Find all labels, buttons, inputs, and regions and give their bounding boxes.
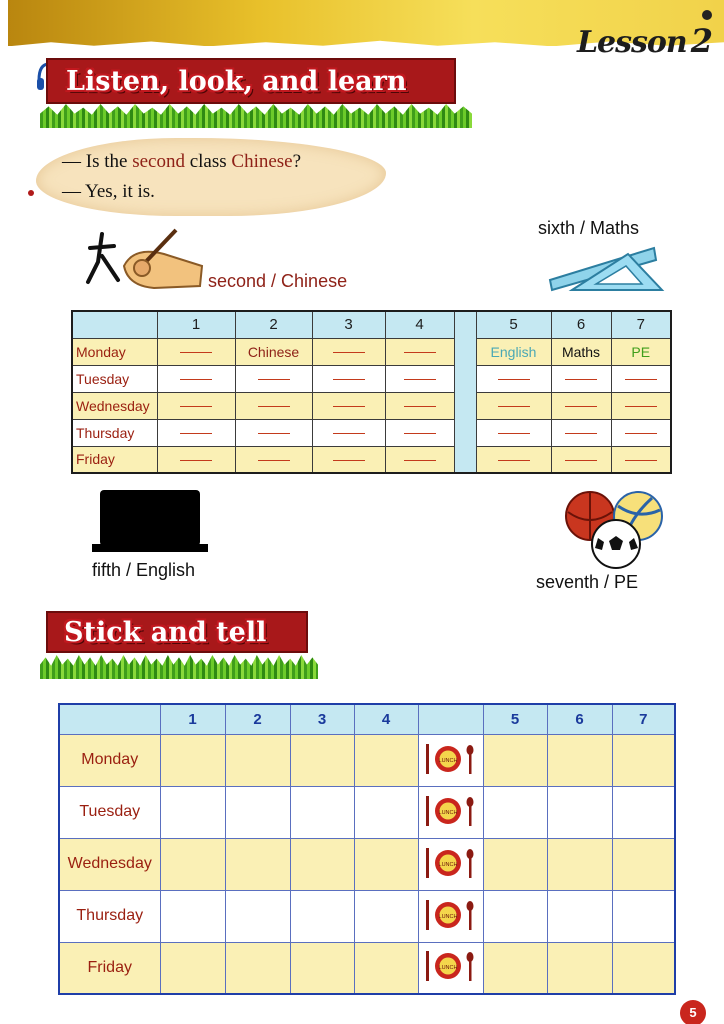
table-row xyxy=(72,419,671,446)
q-text: — Is the xyxy=(62,151,133,172)
lunch-label: LUNCH xyxy=(438,861,457,868)
day-label: Monday xyxy=(59,734,160,786)
header-period-5: 5 xyxy=(476,311,551,338)
day-label: Friday xyxy=(72,446,157,473)
lunch-plate-icon xyxy=(422,894,480,934)
table-row xyxy=(72,365,671,392)
sticker-cell xyxy=(225,942,290,994)
lesson-dot xyxy=(702,10,712,20)
timetable-blank xyxy=(58,703,676,995)
lesson-title xyxy=(577,22,712,60)
lunch-gap xyxy=(454,365,476,392)
header-lunch xyxy=(418,704,483,734)
lunch-gap xyxy=(454,392,476,419)
lunch-label: LUNCH xyxy=(438,757,457,764)
sticker-cell xyxy=(483,890,547,942)
section-title-listen: Listen, look, and learn xyxy=(46,58,456,104)
cell xyxy=(476,338,551,365)
day-label: Thursday xyxy=(59,890,160,942)
cell xyxy=(551,338,611,365)
day-label: Wednesday xyxy=(72,392,157,419)
table-row xyxy=(59,838,675,890)
day-label: Friday xyxy=(59,942,160,994)
q-text: ? xyxy=(292,151,302,172)
lunch-gap xyxy=(454,446,476,473)
q-highlight-second: second xyxy=(132,151,185,172)
header-period-7: 7 xyxy=(611,311,671,338)
sticker-cell xyxy=(612,838,675,890)
balls-icon xyxy=(562,488,666,570)
lunch-gap xyxy=(454,311,476,338)
header-period-1: 1 xyxy=(160,704,225,734)
table-row xyxy=(59,890,675,942)
day-label: Monday xyxy=(72,338,157,365)
subject-pe: PE xyxy=(631,343,651,360)
header-period-3: 3 xyxy=(290,704,354,734)
header-period-6: 6 xyxy=(547,704,612,734)
sticker-cell xyxy=(160,942,225,994)
sticker-cell xyxy=(547,786,612,838)
cell xyxy=(235,338,312,365)
lunch-cell xyxy=(418,942,483,994)
sticker-cell xyxy=(160,734,225,786)
header-period-1: 1 xyxy=(157,311,235,338)
lunch-cell xyxy=(418,890,483,942)
q-text: class xyxy=(184,151,232,172)
lunch-gap xyxy=(454,338,476,365)
blackboard-icon xyxy=(92,488,208,556)
sticker-cell xyxy=(354,734,418,786)
sticker-cell xyxy=(225,786,290,838)
q-highlight-chinese: Chinese xyxy=(231,151,293,172)
header-period-7: 7 xyxy=(612,704,675,734)
header-period-5: 5 xyxy=(483,704,547,734)
bubble-dot xyxy=(28,190,34,196)
sticker-cell xyxy=(160,838,225,890)
subject-chinese: Chinese xyxy=(247,343,300,360)
table-row xyxy=(59,942,675,994)
page-number: 5 xyxy=(680,1000,706,1024)
sticker-cell xyxy=(290,838,354,890)
sticker-cell xyxy=(354,942,418,994)
sticker-cell xyxy=(547,838,612,890)
caption-seventh: seventh / PE xyxy=(536,572,639,592)
day-label: Wednesday xyxy=(59,838,160,890)
sticker-cell xyxy=(483,942,547,994)
day-label: Tuesday xyxy=(72,365,157,392)
sticker-cell xyxy=(354,786,418,838)
caption-fifth: fifth / English xyxy=(92,560,196,580)
lesson-number: 2 xyxy=(690,22,712,60)
cell xyxy=(312,338,385,365)
sticker-cell xyxy=(290,890,354,942)
table-row xyxy=(59,786,675,838)
lunch-plate-icon xyxy=(422,738,480,778)
cell xyxy=(157,338,235,365)
sticker-cell xyxy=(483,786,547,838)
timetable-example xyxy=(71,310,672,474)
speech-bubble xyxy=(36,138,386,216)
header-blank xyxy=(72,311,157,338)
caption-second: second / Chinese xyxy=(208,271,348,291)
sticker-cell xyxy=(160,890,225,942)
table-row xyxy=(72,446,671,473)
lunch-label: LUNCH xyxy=(438,809,457,816)
caption-sixth: sixth / Maths xyxy=(538,218,640,238)
dialog-answer: — Yes, it is. xyxy=(62,181,155,202)
sticker-cell xyxy=(483,734,547,786)
lunch-label: LUNCH xyxy=(438,913,457,920)
lesson-word: Lesson xyxy=(576,25,687,60)
header-period-6: 6 xyxy=(551,311,611,338)
table-header-row xyxy=(72,311,671,338)
day-label: Thursday xyxy=(72,419,157,446)
sticker-cell xyxy=(160,786,225,838)
sticker-cell xyxy=(612,890,675,942)
header-blank xyxy=(59,704,160,734)
ruler-set-icon xyxy=(544,240,666,294)
dialog-question xyxy=(62,151,301,173)
sticker-cell xyxy=(547,942,612,994)
subject-english: English xyxy=(490,343,537,360)
header-period-3: 3 xyxy=(312,311,385,338)
lunch-gap xyxy=(454,419,476,446)
cell xyxy=(611,338,671,365)
lunch-cell xyxy=(418,786,483,838)
lunch-plate-icon xyxy=(422,842,480,882)
sticker-cell xyxy=(354,838,418,890)
sticker-cell xyxy=(225,890,290,942)
day-label: Tuesday xyxy=(59,786,160,838)
table-row xyxy=(59,734,675,786)
sticker-cell xyxy=(290,942,354,994)
cell xyxy=(385,338,454,365)
grass-decoration xyxy=(40,104,472,128)
header-period-4: 4 xyxy=(354,704,418,734)
lunch-plate-icon xyxy=(422,945,480,985)
lunch-cell xyxy=(418,734,483,786)
sticker-cell xyxy=(483,838,547,890)
sticker-cell xyxy=(547,734,612,786)
sticker-cell xyxy=(612,942,675,994)
sticker-cell xyxy=(612,786,675,838)
sticker-cell xyxy=(290,786,354,838)
sticker-cell xyxy=(225,734,290,786)
table-row xyxy=(72,392,671,419)
lunch-cell xyxy=(418,838,483,890)
sticker-cell xyxy=(547,890,612,942)
header-period-2: 2 xyxy=(225,704,290,734)
subject-maths: Maths xyxy=(561,343,601,360)
sticker-cell xyxy=(354,890,418,942)
grass-decoration xyxy=(40,655,318,679)
sticker-cell xyxy=(612,734,675,786)
sticker-cell xyxy=(290,734,354,786)
header-period-2: 2 xyxy=(235,311,312,338)
header-period-4: 4 xyxy=(385,311,454,338)
table-row xyxy=(72,338,671,365)
lunch-label: LUNCH xyxy=(438,965,457,972)
sticker-cell xyxy=(225,838,290,890)
lunch-plate-icon xyxy=(422,790,480,830)
section-title-stick: Stick and tell xyxy=(46,611,308,653)
writing-hand-icon xyxy=(84,226,208,292)
table-header-row xyxy=(59,704,675,734)
